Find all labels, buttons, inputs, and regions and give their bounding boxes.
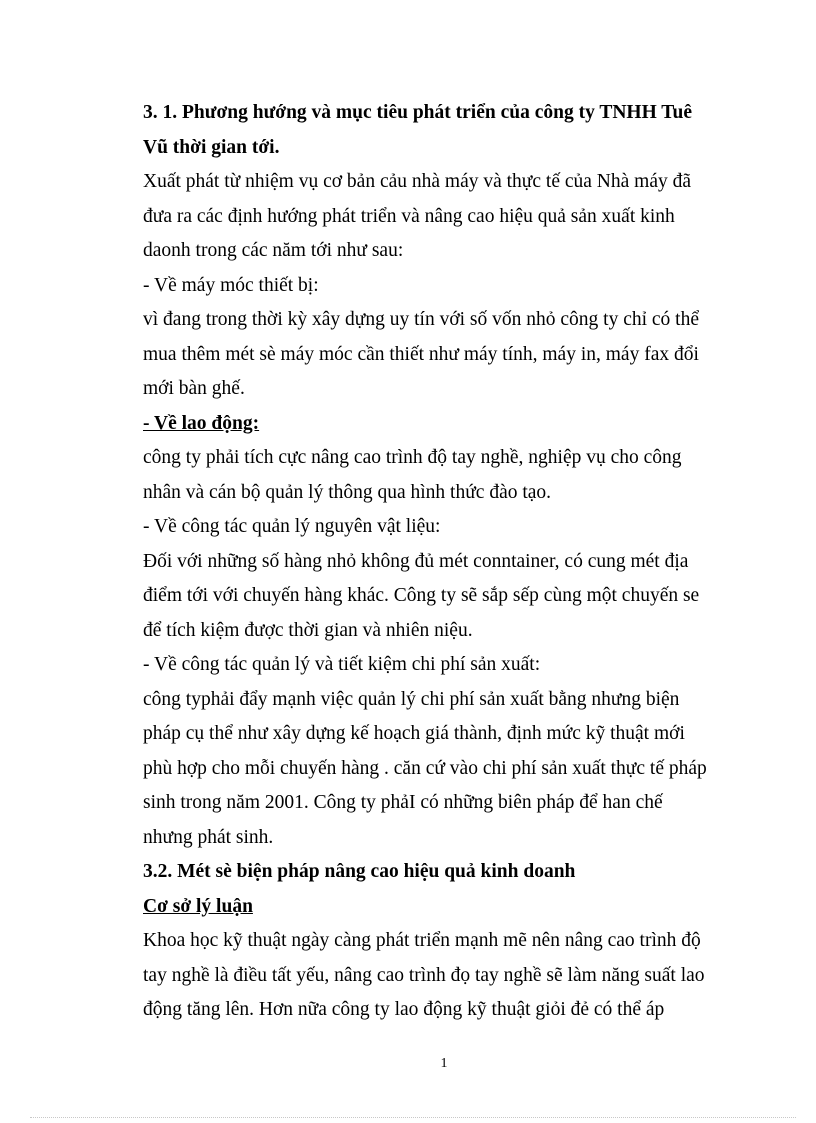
paragraph-line: động tăng lên. Hơn nữa công ty lao động kỹ thuật giỏi đẻ có thể áp (143, 999, 665, 1020)
section-heading-3-2: 3.2. Mét sè biện pháp nâng cao hiệu quả kinh doanh (143, 861, 576, 882)
paragraph-line: pháp cụ thể như xây dựng kế hoạch giá thành, định mức kỹ thuật mới (143, 723, 685, 744)
paragraph-line: sinh trong năm 2001. Công ty phảI có những biên pháp để han chế (143, 792, 663, 813)
paragraph-line: công ty phải tích cực nâng cao trình độ tay nghề, nghiệp vụ cho công (143, 447, 682, 468)
paragraph-line: mua thêm mét sè máy móc cần thiết như máy tính, máy in, máy fax đổi (143, 343, 699, 365)
paragraph-line: vì đang trong thời kỳ xây dựng uy tín với số vốn nhỏ công ty chỉ có thể (143, 309, 700, 330)
section-heading-3-1-cont: Vũ thời gian tới. (143, 136, 280, 158)
paragraph-line: Xuất phát từ nhiệm vụ cơ bản cảu nhà máy và thực tế của Nhà máy đã (143, 171, 692, 192)
paragraph-line: tay nghề là điều tất yếu, nâng cao trình đọ tay nghề sẽ làm năng suất lao (143, 964, 705, 986)
subheading-theory: Cơ sở lý luận (143, 895, 253, 917)
section-heading-3-1: 3. 1. Phương hướng và mục tiêu phát triển của công ty TNHH Tuê (143, 102, 692, 123)
paragraph-line: Đối với những số hàng nhỏ không đủ mét conntainer, có cung mét địa (143, 550, 689, 572)
paragraph-line: mới bàn ghế. (143, 378, 245, 399)
document-body (143, 96, 743, 1028)
paragraph-line: công typhải đẩy mạnh việc quản lý chi phí sản xuất bằng nhưng biện (143, 688, 680, 710)
subheading-materials: - Về công tác quản lý nguyên vật liệu: (143, 516, 441, 537)
paragraph-line: nhân và cán bộ quản lý thông qua hình thức đào tạo. (143, 481, 552, 503)
paragraph-line: để tích kiệm được thời gian và nhiên niệu. (143, 619, 473, 641)
page-number: 1 (440, 1056, 448, 1071)
paragraph-line: điểm tới với chuyến hàng khác. Công ty sẽ sắp sếp cùng một chuyến se (143, 585, 700, 606)
subheading-equipment: - Về máy móc thiết bị: (143, 274, 319, 296)
subheading-labor: - Về lao động: (143, 412, 260, 434)
paragraph-line: nhưng phát sinh. (143, 826, 274, 848)
page-bottom-divider (30, 1117, 796, 1118)
paragraph-line: đưa ra các định hướng phát triển và nâng cao hiệu quả sản xuất kinh (143, 205, 675, 227)
paragraph-line: phù hợp cho mỗi chuyến hàng . căn cứ vào chi phí sản xuất thực tế pháp (143, 757, 707, 779)
paragraph-line: Khoa học kỹ thuật ngày càng phát triển mạnh mẽ nên nâng cao trình độ (143, 930, 701, 951)
subheading-cost-control: - Về công tác quản lý và tiết kiệm chi phí sản xuất: (143, 654, 541, 675)
paragraph-line: daonh trong các năm tới như sau: (143, 240, 404, 261)
